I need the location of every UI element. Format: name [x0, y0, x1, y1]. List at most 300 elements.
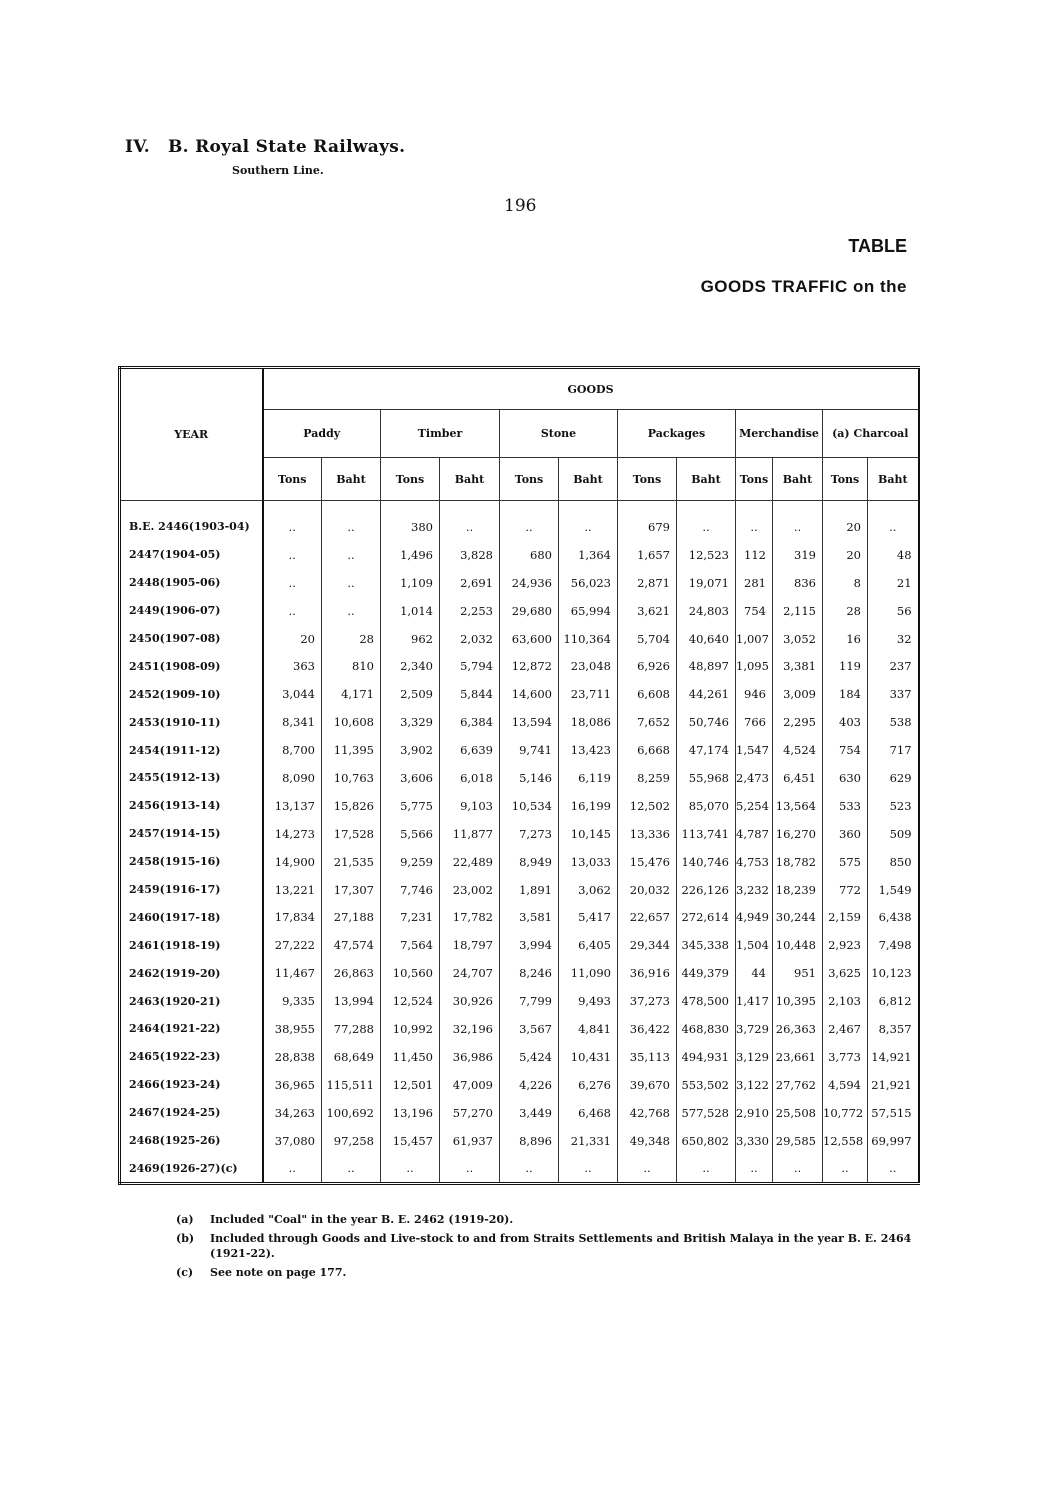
footnote-text: See note on page 177. [210, 1266, 347, 1279]
value-cell: 12,501 [381, 1071, 440, 1099]
value-cell: .. [736, 501, 773, 541]
value-cell: 77,288 [322, 1015, 381, 1043]
value-cell: 5,417 [559, 903, 618, 931]
value-cell: 97,258 [322, 1127, 381, 1155]
value-cell: 226,126 [677, 876, 736, 904]
value-cell: 1,657 [618, 541, 677, 569]
value-cell: 22,489 [440, 848, 500, 876]
commodity-header: Paddy [263, 410, 381, 458]
table-row [120, 501, 919, 541]
value-cell: 10,534 [500, 792, 559, 820]
value-cell: 3,606 [381, 764, 440, 792]
section-name: B. Royal State Railways. [168, 137, 406, 157]
unit-header: Tons [263, 458, 322, 501]
table-row [120, 931, 919, 959]
value-cell: 1,547 [736, 736, 773, 764]
value-cell: 14,900 [263, 848, 322, 876]
value-cell: 17,834 [263, 903, 322, 931]
value-cell: 449,379 [677, 959, 736, 987]
value-cell: 754 [823, 736, 868, 764]
value-cell: 2,910 [736, 1099, 773, 1127]
year-cell: 2469(1926-27)(c) [120, 1154, 263, 1183]
value-cell: 2,691 [440, 569, 500, 597]
value-cell: .. [677, 1154, 736, 1183]
value-cell: 6,451 [773, 764, 823, 792]
year-cell: 2458(1915-16) [120, 848, 263, 876]
value-cell: 6,276 [559, 1071, 618, 1099]
value-cell: 42,768 [618, 1099, 677, 1127]
value-cell: 25,508 [773, 1099, 823, 1127]
value-cell: 10,145 [559, 820, 618, 848]
commodity-header: Packages [618, 410, 736, 458]
table-row [120, 736, 919, 764]
value-cell: 3,009 [773, 680, 823, 708]
unit-header: Baht [322, 458, 381, 501]
value-cell: 9,335 [263, 987, 322, 1015]
value-cell: .. [868, 501, 919, 541]
footnote [176, 1231, 921, 1261]
footnote-text: Included "Coal" in the year B. E. 2462 (1919-20). [210, 1213, 514, 1226]
value-cell: 26,363 [773, 1015, 823, 1043]
value-cell: 2,871 [618, 569, 677, 597]
value-cell: 478,500 [677, 987, 736, 1015]
value-cell: 5,566 [381, 820, 440, 848]
value-cell: 112 [736, 541, 773, 569]
value-cell: 28,838 [263, 1043, 322, 1071]
value-cell: 9,741 [500, 736, 559, 764]
value-cell: 3,329 [381, 708, 440, 736]
table-row [120, 792, 919, 820]
table-row [120, 680, 919, 708]
value-cell: 680 [500, 541, 559, 569]
value-cell: 3,052 [773, 625, 823, 653]
table-row [120, 569, 919, 597]
value-cell: .. [440, 1154, 500, 1183]
value-cell: 10,123 [868, 959, 919, 987]
value-cell: 3,567 [500, 1015, 559, 1043]
value-cell: 12,524 [381, 987, 440, 1015]
value-cell: 3,129 [736, 1043, 773, 1071]
value-cell: 2,340 [381, 652, 440, 680]
value-cell: 3,044 [263, 680, 322, 708]
value-cell: 11,877 [440, 820, 500, 848]
value-cell: 21,331 [559, 1127, 618, 1155]
value-cell: 380 [381, 501, 440, 541]
unit-header: Tons [381, 458, 440, 501]
value-cell: 23,002 [440, 876, 500, 904]
value-cell: 30,244 [773, 903, 823, 931]
table-row [120, 959, 919, 987]
value-cell: 39,670 [618, 1071, 677, 1099]
value-cell: .. [322, 541, 381, 569]
value-cell: 2,103 [823, 987, 868, 1015]
value-cell: 5,704 [618, 625, 677, 653]
value-cell: 11,395 [322, 736, 381, 764]
value-cell: .. [736, 1154, 773, 1183]
commodity-header: Timber [381, 410, 500, 458]
value-cell: 272,614 [677, 903, 736, 931]
value-cell: 61,937 [440, 1127, 500, 1155]
value-cell: 2,032 [440, 625, 500, 653]
value-cell: 10,395 [773, 987, 823, 1015]
value-cell: 1,549 [868, 876, 919, 904]
value-cell: 14,600 [500, 680, 559, 708]
value-cell: 20 [823, 541, 868, 569]
value-cell: 85,070 [677, 792, 736, 820]
year-cell: 2449(1906-07) [120, 597, 263, 625]
value-cell: 9,493 [559, 987, 618, 1015]
footnote-key: (a) [176, 1213, 194, 1226]
value-cell: 47,574 [322, 931, 381, 959]
value-cell: 13,564 [773, 792, 823, 820]
value-cell: .. [500, 1154, 559, 1183]
value-cell: 850 [868, 848, 919, 876]
value-cell: 8,896 [500, 1127, 559, 1155]
year-cell: 2460(1917-18) [120, 903, 263, 931]
value-cell: 34,263 [263, 1099, 322, 1127]
value-cell: 11,467 [263, 959, 322, 987]
value-cell: 3,621 [618, 597, 677, 625]
value-cell: 16,270 [773, 820, 823, 848]
unit-header: Baht [440, 458, 500, 501]
value-cell: 4,753 [736, 848, 773, 876]
value-cell: 3,625 [823, 959, 868, 987]
value-cell: .. [559, 501, 618, 541]
value-cell: .. [263, 569, 322, 597]
value-cell: 56 [868, 597, 919, 625]
table-row [120, 597, 919, 625]
unit-header: Baht [868, 458, 919, 501]
value-cell: 50,746 [677, 708, 736, 736]
value-cell: 5,254 [736, 792, 773, 820]
value-cell: 4,787 [736, 820, 773, 848]
value-cell: 9,259 [381, 848, 440, 876]
value-cell: 6,639 [440, 736, 500, 764]
year-cell: 2463(1920-21) [120, 987, 263, 1015]
value-cell: 13,137 [263, 792, 322, 820]
value-cell: 6,405 [559, 931, 618, 959]
goods-traffic-table [118, 366, 920, 1185]
footnote-key: (c) [176, 1266, 194, 1279]
value-cell: .. [868, 1154, 919, 1183]
value-cell: 15,826 [322, 792, 381, 820]
value-cell: 6,438 [868, 903, 919, 931]
value-cell: 5,775 [381, 792, 440, 820]
value-cell: .. [500, 501, 559, 541]
value-cell: 553,502 [677, 1071, 736, 1099]
value-cell: 754 [736, 597, 773, 625]
year-cell: 2459(1916-17) [120, 876, 263, 904]
value-cell: 1,417 [736, 987, 773, 1015]
value-cell: 10,608 [322, 708, 381, 736]
value-cell: 7,652 [618, 708, 677, 736]
value-cell: 8 [823, 569, 868, 597]
value-cell: 13,994 [322, 987, 381, 1015]
value-cell: 140,746 [677, 848, 736, 876]
footnote [176, 1212, 921, 1227]
value-cell: 32 [868, 625, 919, 653]
value-cell: 717 [868, 736, 919, 764]
value-cell: 7,564 [381, 931, 440, 959]
value-cell: 32,196 [440, 1015, 500, 1043]
value-cell: 6,668 [618, 736, 677, 764]
value-cell: 836 [773, 569, 823, 597]
footnote [176, 1265, 921, 1280]
value-cell: 119 [823, 652, 868, 680]
table-row [120, 1015, 919, 1043]
value-cell: .. [322, 569, 381, 597]
value-cell: 6,468 [559, 1099, 618, 1127]
value-cell: 7,799 [500, 987, 559, 1015]
value-cell: 3,232 [736, 876, 773, 904]
value-cell: 772 [823, 876, 868, 904]
value-cell: 1,109 [381, 569, 440, 597]
value-cell: 17,528 [322, 820, 381, 848]
value-cell: 63,600 [500, 625, 559, 653]
table-row [120, 820, 919, 848]
commodity-header: Stone [500, 410, 618, 458]
value-cell: .. [322, 597, 381, 625]
value-cell: 49,348 [618, 1127, 677, 1155]
table-row [120, 1154, 919, 1183]
value-cell: 8,949 [500, 848, 559, 876]
table-row [120, 1043, 919, 1071]
value-cell: 2,253 [440, 597, 500, 625]
value-cell: 44,261 [677, 680, 736, 708]
page-number: 196 [504, 196, 537, 216]
value-cell: 36,986 [440, 1043, 500, 1071]
value-cell: 523 [868, 792, 919, 820]
value-cell: 12,558 [823, 1127, 868, 1155]
year-cell: 2452(1909-10) [120, 680, 263, 708]
value-cell: 24,936 [500, 569, 559, 597]
year-cell: 2462(1919-20) [120, 959, 263, 987]
value-cell: 3,581 [500, 903, 559, 931]
value-cell: 16 [823, 625, 868, 653]
value-cell: 3,062 [559, 876, 618, 904]
unit-header: Tons [618, 458, 677, 501]
year-cell: 2453(1910-11) [120, 708, 263, 736]
value-cell: 3,449 [500, 1099, 559, 1127]
year-cell: 2451(1908-09) [120, 652, 263, 680]
value-cell: 15,476 [618, 848, 677, 876]
value-cell: 630 [823, 764, 868, 792]
value-cell: 10,763 [322, 764, 381, 792]
value-cell: 10,448 [773, 931, 823, 959]
value-cell: 1,014 [381, 597, 440, 625]
value-cell: 36,916 [618, 959, 677, 987]
value-cell: 5,794 [440, 652, 500, 680]
value-cell: .. [263, 541, 322, 569]
value-cell: 14,921 [868, 1043, 919, 1071]
section-roman: IV. [125, 137, 150, 157]
value-cell: 110,364 [559, 625, 618, 653]
value-cell: 27,762 [773, 1071, 823, 1099]
value-cell: 494,931 [677, 1043, 736, 1071]
table-row [120, 541, 919, 569]
value-cell: 68,649 [322, 1043, 381, 1071]
unit-header: Tons [736, 458, 773, 501]
value-cell: 7,273 [500, 820, 559, 848]
value-cell: 24,707 [440, 959, 500, 987]
value-cell: 8,090 [263, 764, 322, 792]
value-cell: 6,812 [868, 987, 919, 1015]
value-cell: .. [263, 1154, 322, 1183]
line-subtitle: Southern Line. [232, 164, 324, 177]
value-cell: 1,496 [381, 541, 440, 569]
table-row [120, 1071, 919, 1099]
value-cell: 575 [823, 848, 868, 876]
value-cell: 29,680 [500, 597, 559, 625]
value-cell: 13,196 [381, 1099, 440, 1127]
value-cell: 2,509 [381, 680, 440, 708]
value-cell: 1,364 [559, 541, 618, 569]
value-cell: 6,608 [618, 680, 677, 708]
value-cell: .. [773, 1154, 823, 1183]
value-cell: .. [381, 1154, 440, 1183]
year-cell: 2464(1921-22) [120, 1015, 263, 1043]
unit-header: Tons [500, 458, 559, 501]
unit-header: Baht [559, 458, 618, 501]
value-cell: 5,844 [440, 680, 500, 708]
value-cell: 8,700 [263, 736, 322, 764]
value-cell: .. [263, 597, 322, 625]
value-cell: 55,968 [677, 764, 736, 792]
value-cell: 1,095 [736, 652, 773, 680]
value-cell: 3,381 [773, 652, 823, 680]
value-cell: .. [559, 1154, 618, 1183]
value-cell: 237 [868, 652, 919, 680]
value-cell: 12,872 [500, 652, 559, 680]
value-cell: 12,523 [677, 541, 736, 569]
table-row [120, 903, 919, 931]
value-cell: 47,009 [440, 1071, 500, 1099]
table-caption: GOODS TRAFFIC on the [700, 277, 907, 296]
value-cell: 1,007 [736, 625, 773, 653]
value-cell: 810 [322, 652, 381, 680]
value-cell: 28 [322, 625, 381, 653]
value-cell: 403 [823, 708, 868, 736]
value-cell: 337 [868, 680, 919, 708]
value-cell: 13,221 [263, 876, 322, 904]
year-cell: 2454(1911-12) [120, 736, 263, 764]
value-cell: 26,863 [322, 959, 381, 987]
value-cell: 113,741 [677, 820, 736, 848]
year-cell: 2461(1918-19) [120, 931, 263, 959]
value-cell: .. [773, 501, 823, 541]
year-cell: 2455(1912-13) [120, 764, 263, 792]
value-cell: 10,992 [381, 1015, 440, 1043]
value-cell: 23,048 [559, 652, 618, 680]
table-body [120, 501, 919, 1184]
table-row [120, 876, 919, 904]
year-cell: 2447(1904-05) [120, 541, 263, 569]
value-cell: 21 [868, 569, 919, 597]
value-cell: 20 [823, 501, 868, 541]
year-cell: 2465(1922-23) [120, 1043, 263, 1071]
value-cell: 6,384 [440, 708, 500, 736]
section-title [125, 137, 405, 157]
value-cell: 35,113 [618, 1043, 677, 1071]
table-row [120, 848, 919, 876]
value-cell: 23,711 [559, 680, 618, 708]
value-cell: 13,336 [618, 820, 677, 848]
value-cell: 30,926 [440, 987, 500, 1015]
table-row [120, 987, 919, 1015]
value-cell: 4,841 [559, 1015, 618, 1043]
table-row [120, 625, 919, 653]
value-cell: 100,692 [322, 1099, 381, 1127]
value-cell: .. [263, 501, 322, 541]
value-cell: 27,222 [263, 931, 322, 959]
unit-header: Baht [773, 458, 823, 501]
value-cell: .. [440, 501, 500, 541]
year-header: YEAR [120, 368, 263, 501]
value-cell: 13,423 [559, 736, 618, 764]
value-cell: 11,090 [559, 959, 618, 987]
value-cell: 15,457 [381, 1127, 440, 1155]
year-cell: 2448(1905-06) [120, 569, 263, 597]
value-cell: 48 [868, 541, 919, 569]
value-cell: 57,270 [440, 1099, 500, 1127]
value-cell: 37,273 [618, 987, 677, 1015]
value-cell: 4,171 [322, 680, 381, 708]
value-cell: .. [322, 1154, 381, 1183]
value-cell: 47,174 [677, 736, 736, 764]
value-cell: 37,080 [263, 1127, 322, 1155]
value-cell: 14,273 [263, 820, 322, 848]
year-cell: 2467(1924-25) [120, 1099, 263, 1127]
value-cell: 4,949 [736, 903, 773, 931]
value-cell: 962 [381, 625, 440, 653]
value-cell: 3,902 [381, 736, 440, 764]
value-cell: 766 [736, 708, 773, 736]
value-cell: 20 [263, 625, 322, 653]
value-cell: 18,086 [559, 708, 618, 736]
value-cell: .. [322, 501, 381, 541]
value-cell: 4,594 [823, 1071, 868, 1099]
value-cell: 40,640 [677, 625, 736, 653]
commodity-header: (a) Charcoal [823, 410, 919, 458]
value-cell: 1,891 [500, 876, 559, 904]
value-cell: 3,828 [440, 541, 500, 569]
value-cell: 946 [736, 680, 773, 708]
value-cell: 69,997 [868, 1127, 919, 1155]
value-cell: .. [618, 1154, 677, 1183]
value-cell: 3,729 [736, 1015, 773, 1043]
value-cell: 679 [618, 501, 677, 541]
value-cell: 629 [868, 764, 919, 792]
value-cell: 533 [823, 792, 868, 820]
value-cell: 17,307 [322, 876, 381, 904]
value-cell: 363 [263, 652, 322, 680]
footnotes [176, 1212, 921, 1284]
value-cell: 2,159 [823, 903, 868, 931]
value-cell: 24,803 [677, 597, 736, 625]
value-cell: 16,199 [559, 792, 618, 820]
value-cell: .. [677, 501, 736, 541]
value-cell: 22,657 [618, 903, 677, 931]
table-row [120, 764, 919, 792]
value-cell: 5,146 [500, 764, 559, 792]
value-cell: 1,504 [736, 931, 773, 959]
value-cell: 650,802 [677, 1127, 736, 1155]
value-cell: 36,965 [263, 1071, 322, 1099]
value-cell: 7,231 [381, 903, 440, 931]
value-cell: 23,661 [773, 1043, 823, 1071]
value-cell: 538 [868, 708, 919, 736]
value-cell: 8,341 [263, 708, 322, 736]
